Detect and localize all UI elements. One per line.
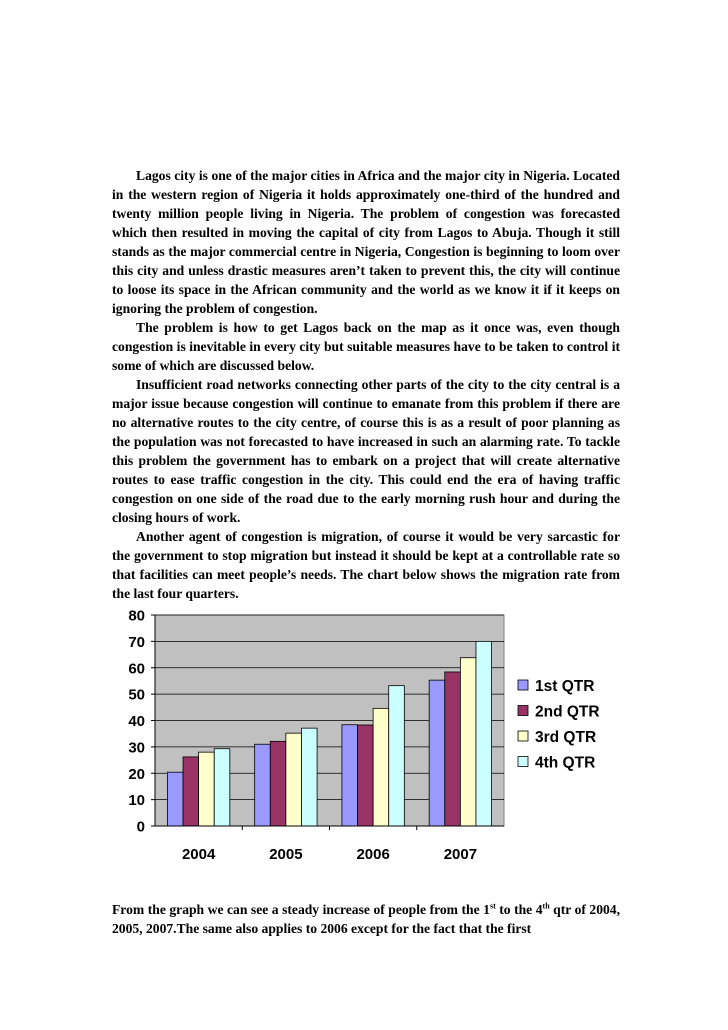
paragraph-migration: Another agent of congestion is migration, of course it would be very sarcastic for the government to stop migration but instead it should be kept at a controllable rate so that facilities can meet people’s needs. The chart below shows the migration rate from the last four quarters. — [112, 529, 620, 601]
legend-label: 2nd QTR — [535, 703, 600, 721]
paragraph-lagos-intro: Lagos city is one of the major cities in Africa and the major city in Nigeria. Located in the western region of Nigeria it holds approximately one-third of the hundred and twenty million people living in Nigeria. The problem of congestion was forecasted which then resulted in moving the capital of city from Lagos to Abuja. Though it still stands as the major commercial centre in Nigeria, Congestion is beginning to loom over this city and unless drastic measures aren’t taken to prevent this, the city will continue to loose its space in the African community and the world as we know it if it keeps on ignoring the problem of congestion. — [112, 168, 620, 316]
x-tick-label: 2007 — [443, 846, 478, 863]
bar-2006-3rd-qtr — [373, 708, 389, 826]
migration-chart-svg — [112, 600, 620, 870]
closing-sup2: th — [542, 901, 550, 911]
bar-2005-2nd-qtr — [270, 741, 286, 826]
y-tick-label: 80 — [128, 607, 145, 625]
bar-2007-3rd-qtr — [460, 658, 476, 826]
paragraph-graph-analysis — [112, 900, 620, 938]
legend-swatch — [518, 731, 528, 741]
bar-2004-1st-qtr — [167, 772, 183, 826]
paragraph-road-networks: Insufficient road networks connecting other parts of the city to the city central is a major issue because congestion will continue to emanate from this problem if there are no alternative routes to the city centre, of course this is as a result of poor planning as the population was not forecasted to have increased in such an alarming rate. To tackle this problem the government has to embark on a project that will create alternative routes to ease traffic congestion in the city. This could end the era of having traffic congestion on one side of the road due to the early morning rush hour and during the closing hours of work. — [112, 377, 620, 525]
paragraph-problem: The problem is how to get Lagos back on the map as it once was, even though congestion is inevitable in every city but suitable measures have to be taken to control it some of which are discussed below. — [112, 320, 620, 373]
bar-2004-4th-qtr — [214, 749, 230, 826]
x-tick-label: 2005 — [269, 846, 303, 863]
bar-2004-2nd-qtr — [183, 757, 199, 826]
y-tick-label: 0 — [136, 818, 145, 836]
bar-2007-2nd-qtr — [445, 672, 461, 826]
y-tick-label: 50 — [128, 686, 145, 704]
closing-part3: qtr of 2004, 2005, 2007.The same also applies to 2006 except for the fact that the first — [112, 902, 620, 936]
bar-2007-1st-qtr — [429, 680, 445, 826]
bar-2005-3rd-qtr — [286, 733, 302, 826]
bar-2004-3rd-qtr — [199, 752, 215, 826]
bar-2005-4th-qtr — [301, 728, 317, 826]
legend-swatch — [518, 680, 528, 690]
body-text — [112, 166, 620, 603]
bar-2005-1st-qtr — [255, 744, 271, 826]
legend-label: 3rd QTR — [535, 729, 597, 746]
bar-2007-4th-qtr — [476, 641, 492, 826]
closing-sup1: st — [489, 901, 496, 911]
y-tick-label: 10 — [128, 792, 145, 810]
bar-2006-4th-qtr — [389, 686, 405, 826]
bar-2006-1st-qtr — [342, 725, 358, 826]
legend-swatch — [518, 757, 528, 767]
closing-part1: From the graph we can see a steady increase of people from the 1 — [112, 902, 490, 917]
x-tick-label: 2004 — [181, 846, 216, 863]
closing-part2: to the 4 — [495, 902, 543, 917]
y-tick-label: 60 — [128, 660, 145, 678]
y-tick-label: 40 — [128, 713, 145, 730]
legend-swatch — [518, 706, 528, 716]
legend-label: 4th QTR — [535, 754, 596, 772]
legend — [518, 678, 600, 772]
x-tick-label: 2006 — [356, 846, 390, 863]
y-tick-label: 30 — [128, 739, 145, 757]
legend-label: 1st QTR — [535, 678, 595, 695]
y-tick-label: 70 — [128, 633, 145, 651]
closing-text — [112, 900, 620, 938]
migration-chart — [112, 600, 620, 870]
y-tick-label: 20 — [128, 765, 145, 783]
bar-2006-2nd-qtr — [358, 725, 374, 826]
